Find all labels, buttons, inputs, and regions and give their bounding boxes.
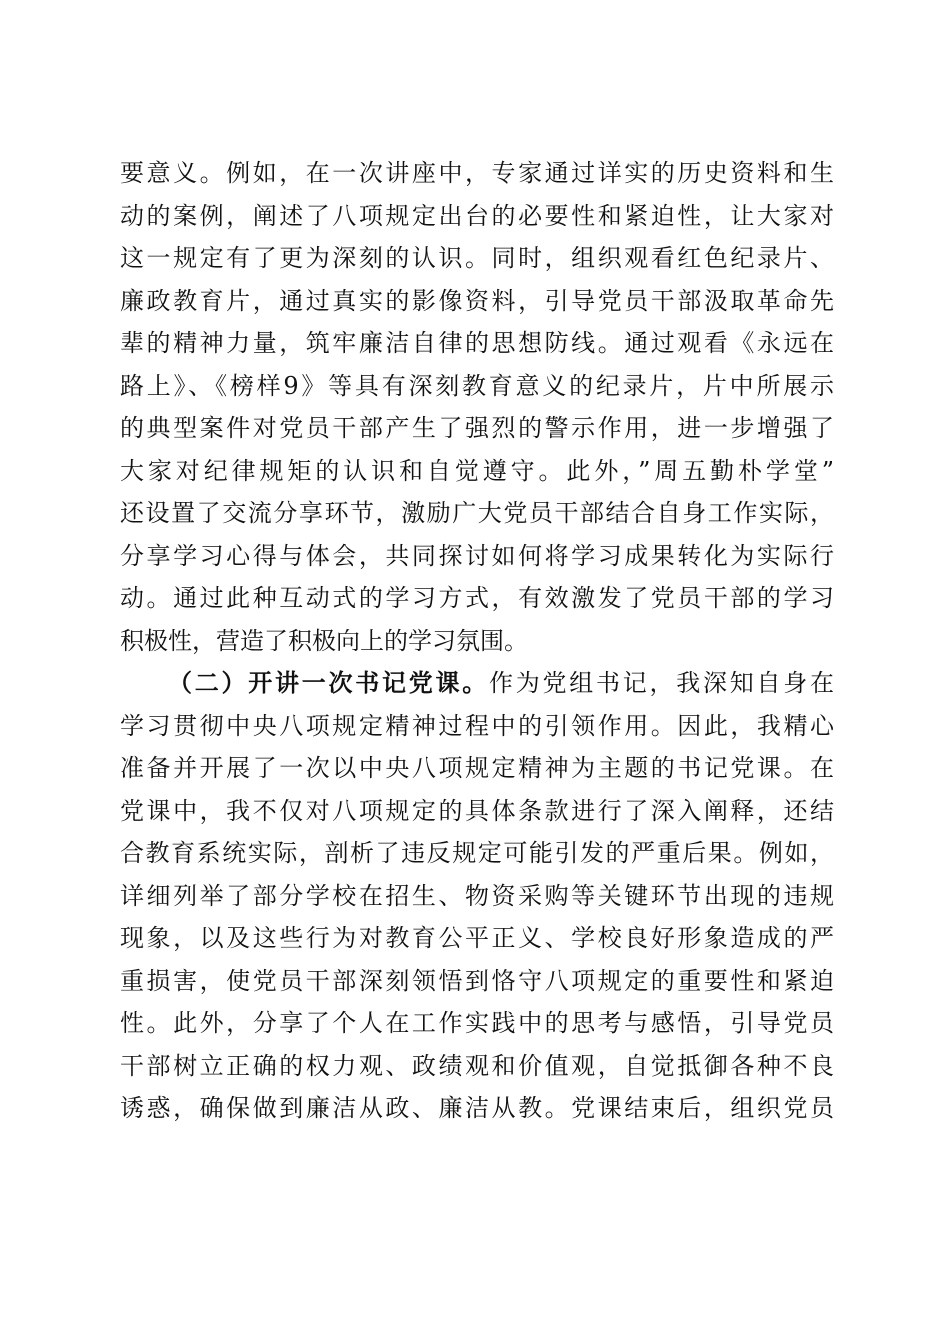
paragraph-line: 大家对纪律规矩的认识和自觉遵守。此外，”周五勤朴学堂” bbox=[120, 456, 834, 485]
body-text bbox=[120, 152, 834, 1130]
paragraph-line: 辈的精神力量，筑牢廉洁自律的思想防线。通过观看《永远在 bbox=[120, 329, 834, 357]
paragraph-line: 准备并开展了一次以中央八项规定精神为主题的书记党课。在 bbox=[120, 754, 834, 782]
paragraph-line: 现象，以及这些行为对教育公平正义、学校良好形象造成的严 bbox=[120, 924, 834, 952]
paragraph-line: 学习贯彻中央八项规定精神过程中的引领作用。因此，我精心 bbox=[120, 711, 834, 740]
paragraph-line: 干部树立正确的权力观、政绩观和价值观，自觉抵御各种不良 bbox=[120, 1051, 834, 1080]
paragraph-line: 积极性，营造了积极向上的学习氛围。 bbox=[120, 626, 528, 655]
paragraph-line: 廉政教育片，通过真实的影像资料，引导党员干部汲取革命先 bbox=[120, 286, 834, 315]
paragraph-1 bbox=[120, 152, 834, 662]
paragraph-line: 性。此外，分享了个人在工作实践中的思考与感悟，引导党员 bbox=[120, 1009, 834, 1037]
section-heading: （二）开讲一次书记党课。 bbox=[168, 668, 489, 697]
paragraph-line: 诱惑，确保做到廉洁从政、廉洁从教。党课结束后，组织党员 bbox=[120, 1094, 834, 1122]
paragraph-line: 重损害，使党员干部深刻领悟到恪守八项规定的重要性和紧迫 bbox=[120, 966, 834, 995]
paragraph-line: 路上》、《榜样9》等具有深刻教育意义的纪录片，片中所展示 bbox=[120, 371, 834, 400]
paragraph-2 bbox=[120, 662, 834, 1130]
paragraph-line: 动。通过此种互动式的学习方式，有效激发了党员干部的学习 bbox=[120, 584, 834, 612]
paragraph-line: 的典型案件对党员干部产生了强烈的警示作用，进一步增强了 bbox=[120, 414, 834, 442]
paragraph-line: 动的案例，阐述了八项规定出台的必要性和紧迫性，让大家对 bbox=[120, 201, 834, 230]
paragraph-line: 要意义。例如，在一次讲座中，专家通过详实的历史资料和生 bbox=[120, 159, 834, 187]
paragraph-line: 党课中，我不仅对八项规定的具体条款进行了深入阐释，还结 bbox=[120, 796, 834, 825]
paragraph-line-rest: 作为党组书记，我深知自身在 bbox=[489, 669, 834, 697]
paragraph-line: 还设置了交流分享环节，激励广大党员干部结合自身工作实际， bbox=[120, 499, 834, 527]
paragraph-line: 详细列举了部分学校在招生、物资采购等关键环节出现的违规 bbox=[120, 881, 834, 910]
paragraph-first-line bbox=[120, 662, 834, 705]
paragraph-line: 这一规定有了更为深刻的认识。同时，组织观看红色纪录片、 bbox=[120, 244, 834, 272]
paragraph-line: 合教育系统实际，剖析了违反规定可能引发的严重后果。例如， bbox=[120, 839, 834, 867]
paragraph-line: 分享学习心得与体会，共同探讨如何将学习成果转化为实际行 bbox=[120, 541, 834, 570]
